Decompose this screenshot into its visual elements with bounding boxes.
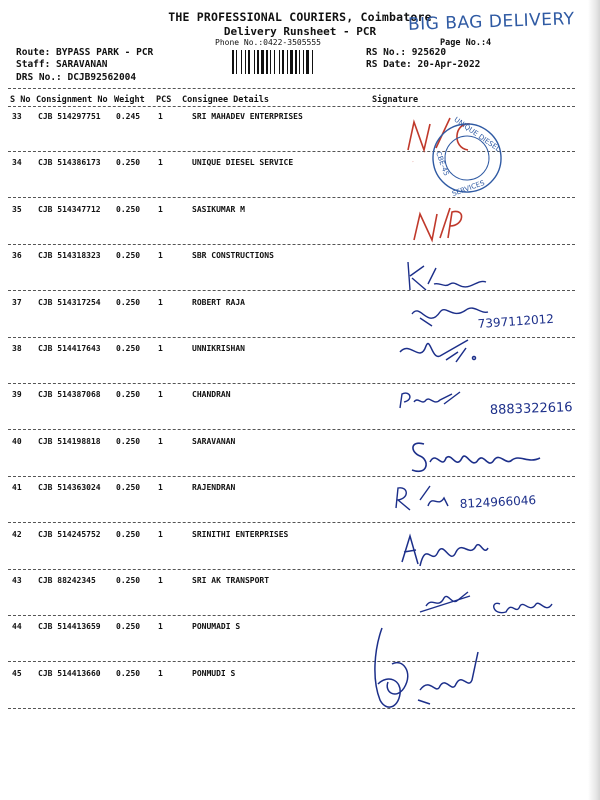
staff-label: Staff: SARAVANAN [16, 59, 108, 70]
row-consignee: RAJENDRAN [192, 483, 236, 493]
row-consignment-no: CJB 514317254 [38, 297, 101, 307]
row-consignee: ROBERT RAJA [192, 297, 245, 307]
rs-date: RS Date: 20-Apr-2022 [366, 59, 481, 70]
row-pcs: 1 [158, 483, 163, 493]
row-pcs: 1 [158, 158, 163, 168]
col-weight: Weight [114, 95, 145, 105]
drs-number: DRS No.: DCJB92562004 [16, 72, 137, 83]
col-consignment: Consignment No [36, 95, 108, 105]
row-pcs: 1 [158, 622, 163, 632]
col-pcs: PCS [156, 95, 172, 105]
row-consignment-no: CJB 514318323 [38, 251, 101, 261]
col-signature: Signature [372, 95, 419, 105]
row-consignment-no: CJB 514413660 [38, 668, 101, 678]
signature-row-39 [400, 392, 460, 408]
signature-row-40 [412, 443, 540, 471]
row-pcs: 1 [158, 112, 163, 121]
row-weight: 0.250 [116, 529, 141, 539]
row-sno: 38 [12, 344, 22, 353]
row-sno: 41 [12, 483, 22, 493]
row-sno: 45 [12, 668, 22, 678]
row-consignee: SRINITHI ENTERPRISES [192, 529, 289, 539]
row-sno: 36 [12, 251, 22, 261]
row-consignment-no: CJB 514386173 [38, 158, 101, 168]
signature-row-41 [396, 486, 448, 510]
row-consignment-no: CJB 514245752 [38, 529, 101, 539]
annotation-row-41: 8124966046 [459, 493, 537, 511]
signature-row-44-45 [375, 628, 478, 707]
row-sno: 43 [12, 576, 22, 585]
signature-row-38 [400, 340, 476, 362]
row-weight: 0.250 [116, 158, 141, 168]
stamp-text-left: CBE-45 [434, 150, 451, 178]
row-sno: 33 [12, 112, 22, 121]
row-pcs: 1 [158, 390, 163, 400]
annotation-row-39: 8883322616 [489, 400, 573, 418]
row-sno: 34 [12, 158, 22, 168]
row-pcs: 1 [158, 344, 163, 353]
row-sno: 42 [12, 529, 22, 539]
row-pcs: 1 [158, 668, 163, 678]
row-sno: 35 [12, 204, 22, 214]
row-consignment-no: CJB 514363024 [38, 483, 101, 493]
row-pcs: 1 [158, 436, 163, 446]
rs-number: RS No.: 925620 [366, 47, 447, 58]
annotation-row-33: N/C [412, 162, 414, 163]
row-weight: 0.250 [116, 344, 141, 353]
row-consignment-no: CJB 514387068 [38, 390, 101, 400]
row-sno: 40 [12, 436, 22, 446]
row-weight: 0.250 [116, 483, 141, 493]
col-sno: S No [10, 95, 31, 105]
row-weight: 0.250 [116, 390, 141, 400]
phone-number: Phone No.:0422-3505555 [215, 38, 321, 47]
row-consignee: CHANDRAN [192, 390, 231, 400]
annotation-row-37: 7397112012 [477, 311, 555, 331]
signature-row-36 [408, 262, 486, 290]
row-weight: 0.250 [116, 204, 141, 214]
row-weight: 0.245 [116, 112, 141, 121]
row-consignment-no: CJB 514417643 [38, 344, 101, 353]
row-pcs: 1 [158, 576, 163, 585]
row-consignment-no: CJB 88242345 [38, 576, 96, 585]
row-weight: 0.250 [116, 251, 141, 261]
stamp-text-top: UNIQUE DIESEL [452, 115, 502, 154]
signature-row-35 [414, 208, 462, 240]
signature-row-43 [420, 592, 552, 613]
row-pcs: 1 [158, 297, 163, 307]
row-consignee: SRI MAHADEV ENTERPRISES [192, 112, 303, 121]
row-consignee: PONMUDI S [192, 668, 236, 678]
row-sno: 44 [12, 622, 22, 632]
row-consignee: SARAVANAN [192, 436, 236, 446]
page-edge-shadow [588, 0, 600, 800]
signature-row-42 [402, 536, 488, 566]
row-sno: 37 [12, 297, 22, 307]
row-weight: 0.250 [116, 622, 141, 632]
big-bag-stamp: BIG BAG DELIVERY [407, 9, 575, 35]
row-consignee: SRI AK TRANSPORT [192, 576, 270, 585]
row-weight: 0.250 [116, 668, 141, 678]
route-label: Route: BYPASS PARK - PCR [16, 47, 154, 58]
row-consignment-no: CJB 514198818 [38, 436, 101, 446]
row-consignee: UNNIKRISHAN [192, 344, 245, 353]
runsheet-title: Delivery Runsheet - PCR [223, 25, 377, 38]
row-consignment-no: CJB 514413659 [38, 622, 101, 632]
row-pcs: 1 [158, 529, 163, 539]
row-pcs: 1 [158, 204, 163, 214]
col-consignee: Consignee Details [182, 95, 269, 105]
row-consignee: SBR CONSTRUCTIONS [192, 251, 274, 261]
row-consignee: UNIQUE DIESEL SERVICE [192, 158, 294, 168]
row-weight: 0.250 [116, 297, 141, 307]
row-consignee: PONUMADI S [192, 622, 241, 632]
company-title: THE PROFESSIONAL COURIERS, Coimbatore [168, 10, 432, 24]
row-consignment-no: CJB 514297751 [38, 112, 101, 121]
page-number: Page No.:4 [440, 38, 492, 48]
row-weight: 0.250 [116, 436, 141, 446]
row-sno: 39 [12, 390, 22, 400]
stamp-text-bottom: SERVICES [451, 178, 486, 199]
row-pcs: 1 [158, 251, 163, 261]
row-weight: 0.250 [116, 576, 141, 585]
row-consignment-no: CJB 514347712 [38, 204, 101, 214]
row-consignee: SASIKUMAR M [192, 204, 245, 214]
